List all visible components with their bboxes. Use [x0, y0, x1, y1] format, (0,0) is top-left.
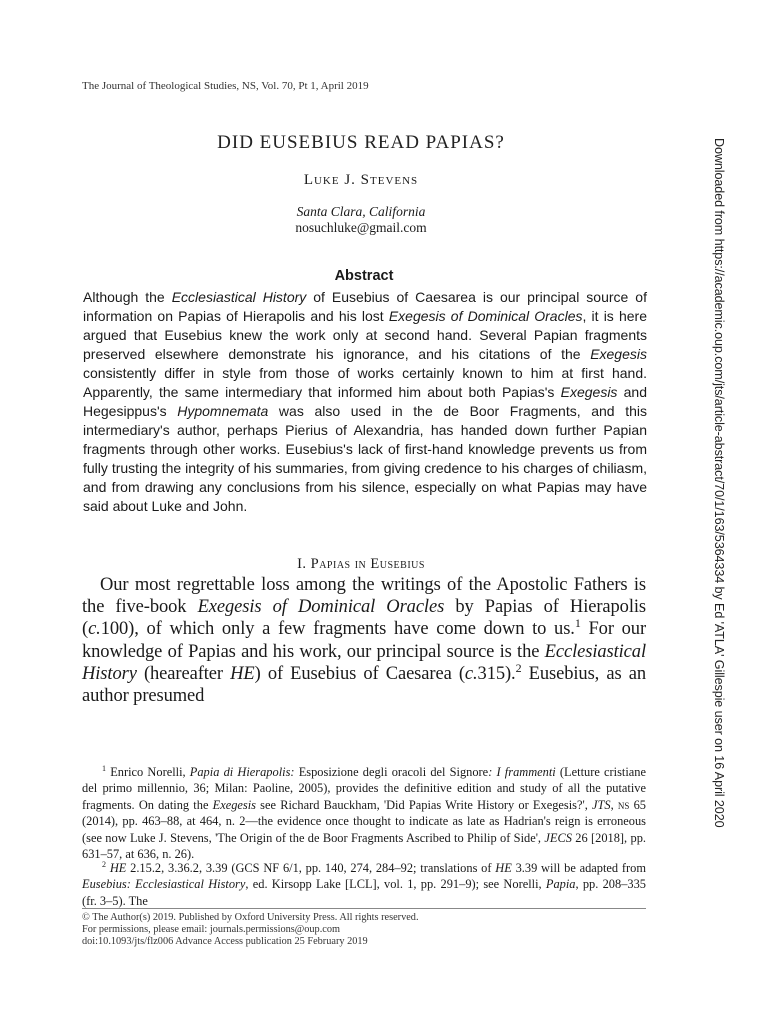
author-email[interactable]: nosuchluke@gmail.com — [295, 220, 427, 235]
footnote-1: $^1$ Enrico Norelli, Papia di Hierapolis: Esposizione degli oracoli del Signore: I frammenti (Letture cristiane del primo millennio, 36; Milan: Paoline, 2005), provides the definitive edition and study of all the putative fragments. On dating the Exegesis see Richard Bauckham, 'Did Papias Write History or Exegesis?', JTS, ns 65 (2014), pp. 463–88, at 464, n. 2—the evidence once thought to indicate as late as Hadrian's reign is erroneous (see now Luke J. Stevens, 'The Origin of the de Boor Fragments Ascribed to Philip of Side', JECS 26 [2018], pp. 631–57, at 636, n. 26). — [82, 763, 646, 862]
author-name: Luke J. Stevens — [303, 172, 419, 188]
section-heading: I. Papias in Eusebius — [297, 556, 425, 572]
permissions-line[interactable]: For permissions, please email: journals.permissions@oup.com — [82, 924, 341, 935]
footer-divider — [82, 908, 646, 909]
copyright-line: © The Author(s) 2019. Published by Oxford University Press. All rights reserved. — [82, 912, 419, 923]
publisher-footer — [82, 912, 419, 948]
body-paragraph: Our most regrettable loss among the writings of the Apostolic Fathers is the five-book Exegesis of Dominical Oracles by Papias of Hierapolis (c.100), of which only a few fragments have come down to us.$^1$ For our knowledge of Papias and his work, our principal source is the Ecclesiastical History (heareafter HE) of Eusebius of Caesarea (c.315).$^2$ Eusebius, as an author presumed — [82, 575, 647, 707]
author-affiliation: Santa Clara, California — [296, 204, 426, 219]
download-watermark-text: Downloaded from https://academic.oup.com/jts/article-abstract/70/1/163/5364334 by Ed 'ATLA' Gillespie user on 16 April 2020 — [712, 138, 726, 828]
doi-line[interactable]: doi:10.1093/jts/flz006 Advance Access publication 25 February 2019 — [82, 936, 368, 947]
article-title: DID EUSEBIUS READ PAPIAS? — [217, 132, 505, 153]
footnote-ref-1[interactable]: 1 — [574, 616, 581, 631]
footnote-2: $^2$ HE 2.15.2, 3.36.2, 3.39 (GCS NF 6/1, pp. 140, 274, 284–92; translations of HE 3.39 will be adapted from Eusebius: Ecclesiastical History, ed. Kirsopp Lake [LCL], vol. 1, pp. 291–9); see Norelli, Papia, pp. 208–335 (fr. 3–5). The — [82, 859, 646, 908]
footnote-ref-2[interactable]: 2 — [515, 660, 522, 675]
abstract-heading: Abstract — [334, 268, 394, 284]
abstract-text: Although the Ecclesiastical History of Eusebius of Caesarea is our principal source of information on Papias of Hierapolis and his lost Exegesis of Dominical Oracles, it is here argued that Eusebius knew the work only at second hand. Several Papian fragments preserved elsewhere demonstrate his ignorance, and his citations of the Exegesis consistently differ in style from those of works certainly known to him at first hand. Apparently, the same intermediary that informed him about both Papias's Exegesis and Hegesippus's Hypomnemata was also used in the de Boor Fragments, and this intermediary's author, perhaps Pierius of Alexandria, has handed down further Papian fragments through other works. Eusebius's lack of first-hand knowledge prevents us from fully trusting the integrity of his summaries, from giving credence to his charges of chiliasm, and from drawing any conclusions from his silence, especially on what Papias may have said about Luke and John. — [83, 289, 648, 514]
journal-citation: The Journal of Theological Studies, NS, Vol. 70, Pt 1, April 2019 — [82, 80, 369, 92]
download-watermark — [701, 138, 737, 886]
